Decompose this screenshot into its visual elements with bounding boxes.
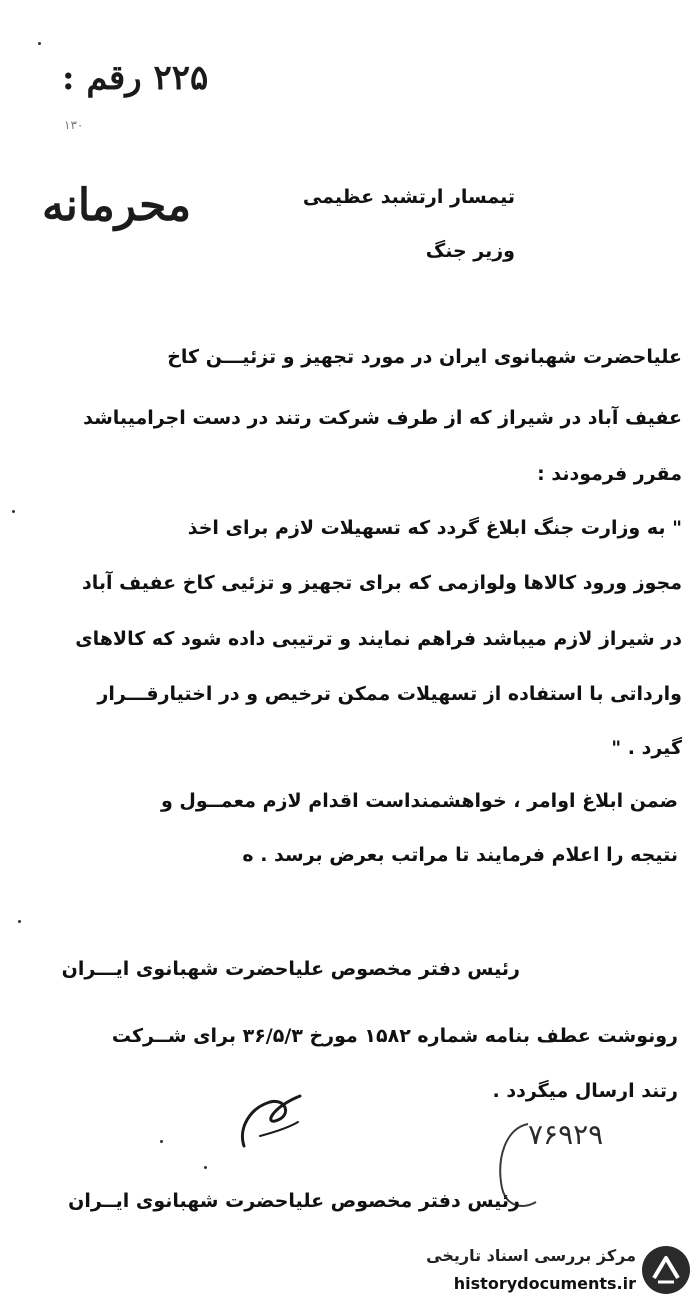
- speck: [38, 42, 41, 45]
- signature-title-2: رئیس دفتر مخصوص علیاحضرت شهبانوی ایــران: [68, 1190, 520, 1212]
- copy-note-line-1: رونوشت عطف بنامه شماره ۱۵۸۲ مورخ ۳۶/۵/۳ برای شــرکت: [111, 1025, 678, 1047]
- speck: [12, 510, 15, 513]
- speck: [160, 1140, 163, 1143]
- body-line-7: وارداتی با استفاده از تسهیلات ممکن ترخیص و در اختیارقـــرار: [97, 683, 682, 705]
- speck: [18, 920, 21, 923]
- body-line-3: مقرر فرمودند :: [537, 463, 682, 485]
- body-line-5: مجوز ورود کالاها ولوازمی که برای تجهیز و تزئیی کاخ عفیف آباد: [81, 572, 682, 594]
- addressee-title: تیمسار ارتشبد عظیمی: [302, 186, 515, 208]
- archive-logo-icon: [640, 1244, 692, 1296]
- body-line-10: نتیجه را اعلام فرمایند تا مراتب بعرض برسد . ه: [242, 844, 678, 866]
- classification-stamp: محرمانه: [42, 180, 192, 231]
- stamp-small-mark: ۱۳۰: [64, 118, 84, 132]
- watermark-org-name: مرکز بررسی اسناد تاریخی: [426, 1246, 636, 1265]
- handwritten-signature: [230, 1088, 320, 1158]
- watermark-url: historydocuments.ir: [453, 1274, 636, 1293]
- addressee-position: وزیر جنگ: [425, 240, 515, 262]
- document-number-stamp: ۲۲۵ رقم :: [62, 58, 209, 98]
- watermark: [410, 1238, 698, 1302]
- body-line-6: در شیراز لازم میباشد فراهم نمایند و ترتیبی داده شود که کالاهای: [75, 628, 682, 650]
- body-line-4: " به وزارت جنگ ابلاغ گردد که تسهیلات لازم برای اخذ: [187, 517, 682, 539]
- speck: [204, 1166, 207, 1169]
- copy-note-line-2: رتند ارسال میگردد .: [492, 1080, 678, 1102]
- body-line-9: ضمن ابلاغ اوامر ، خواهشمنداست اقدام لازم معمــول و: [160, 790, 678, 812]
- signature-title: رئیس دفتر مخصوص علیاحضرت شهبانوی ایـــران: [61, 958, 520, 980]
- body-line-1: علیاحضرت شهبانوی ایران در مورد تجهیز و تزئیـــن کاخ: [167, 346, 682, 368]
- body-line-2: عفیف آباد در شیراز که از طرف شرکت رتند در دست اجرامیباشد: [83, 407, 682, 429]
- handwritten-number: ۷۶۹۲۹: [528, 1118, 604, 1151]
- body-line-8: گیرد . ": [611, 737, 682, 759]
